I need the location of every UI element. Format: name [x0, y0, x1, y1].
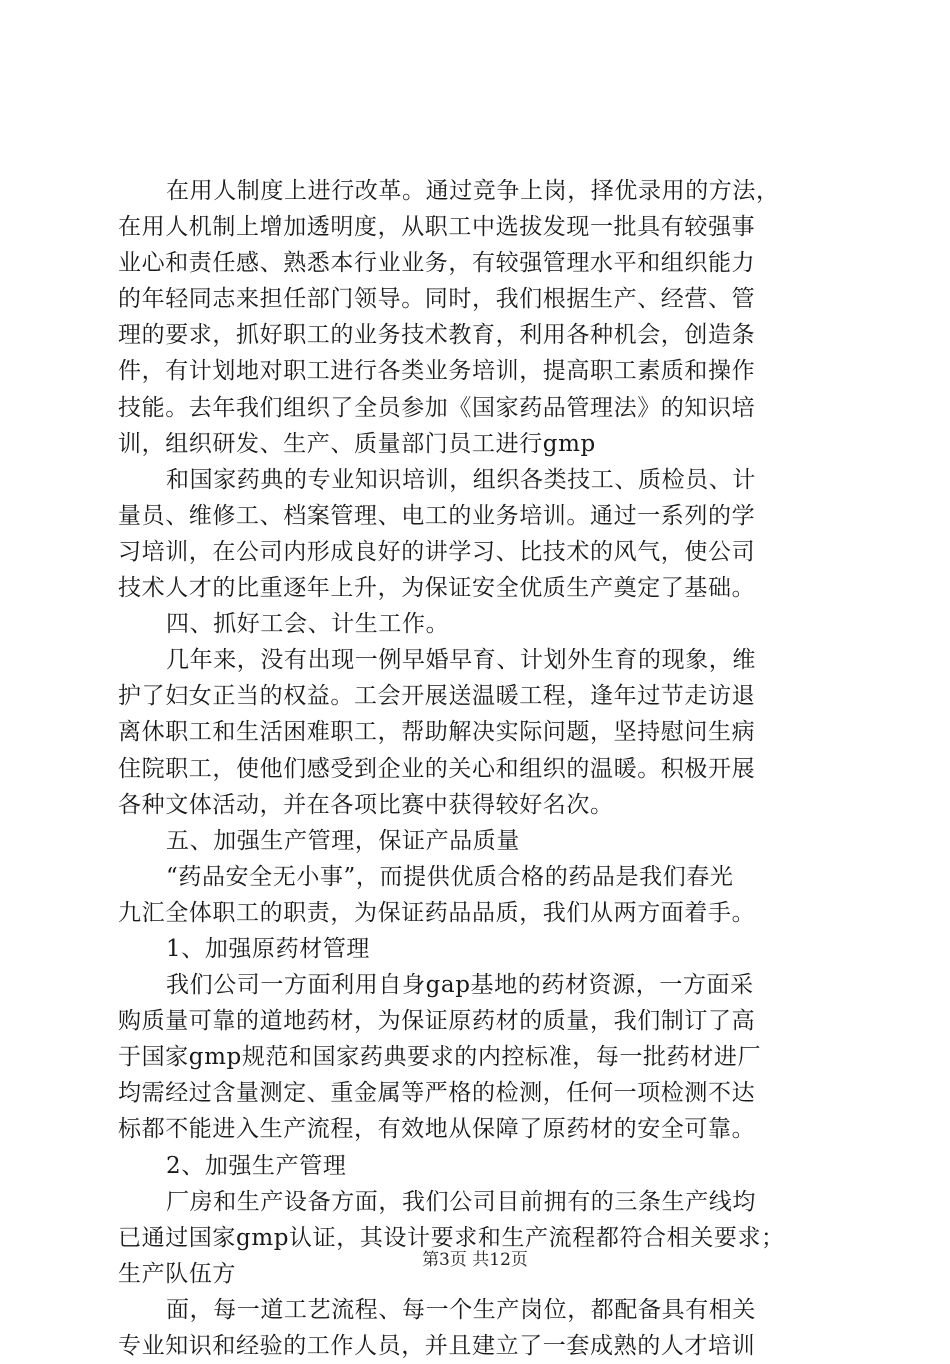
page-footer: 第3页 共12页 — [422, 1250, 528, 1270]
text-line: 面，每一道工艺流程、每一个生产岗位，都配备具有相关 — [166, 1296, 756, 1323]
text-line: 理的要求，抓好职工的业务技术教育，利用各种机会，创造条 — [118, 322, 756, 349]
text-line: 业心和责任感、熟悉本行业业务，有较强管理水平和组织能力 — [118, 250, 756, 277]
text-line: 购质量可靠的道地药材，为保证原药材的质量，我们制订了高 — [118, 1008, 756, 1035]
text-line: 已通过国家gmp认证，其设计要求和生产流程都符合相关要求； — [118, 1224, 785, 1251]
text-line: 和国家药典的专业知识培训，组织各类技工、质检员、计 — [166, 466, 756, 493]
text-line: 习培训，在公司内形成良好的讲学习、比技术的风气，使公司 — [118, 538, 756, 565]
text-line: 住院职工，使他们感受到企业的关心和组织的温暖。积极开展 — [118, 755, 756, 782]
text-line: 1、加强原药材管理 — [166, 935, 371, 962]
text-line: 的年轻同志来担任部门领导。同时，我们根据生产、经营、管 — [118, 286, 756, 313]
text-line: 护了妇女正当的权益。工会开展送温暖工程，逢年过节走访退 — [118, 683, 756, 710]
text-line: 九汇全体职工的职责，为保证药品品质，我们从两方面着手。 — [118, 899, 756, 926]
text-line: 厂房和生产设备方面，我们公司目前拥有的三条生产线均 — [166, 1188, 756, 1215]
text-line: 四、抓好工会、计生工作。 — [166, 611, 450, 638]
text-line: 技术人才的比重逐年上升，为保证安全优质生产奠定了基础。 — [118, 575, 756, 602]
text-line: “药品安全无小事”，而提供优质合格的药品是我们春光 — [166, 863, 734, 890]
text-line: 量员、维修工、档案管理、电工的业务培训。通过一系列的学 — [118, 502, 756, 529]
text-line: 离休职工和生活困难职工，帮助解决实际问题，坚持慰问生病 — [118, 719, 756, 746]
text-line: 件，有计划地对职工进行各类业务培训，提高职工素质和操作 — [118, 358, 756, 385]
text-line: 于国家gmp规范和国家药典要求的内控标准，每一批药材进厂 — [118, 1044, 762, 1071]
text-line: 几年来，没有出现一例早婚早育、计划外生育的现象，维 — [166, 647, 756, 674]
text-line: 在用人制度上进行改革。通过竞争上岗，择优录用的方法， — [166, 178, 780, 204]
text-line: 生产队伍方 — [118, 1260, 236, 1287]
text-line: 训，组织研发、生产、质量部门员工进行gmp — [118, 430, 596, 457]
text-line: 我们公司一方面利用自身gap基地的药材资源，一方面采 — [166, 972, 754, 999]
text-line: 技能。去年我们组织了全员参加《国家药品管理法》的知识培 — [118, 394, 756, 421]
text-line: 在用人机制上增加透明度，从职工中选拔发现一批具有较强事 — [118, 214, 756, 241]
text-line: 均需经过含量测定、重金属等严格的检测，任何一项检测不达 — [118, 1080, 756, 1107]
document-body — [118, 173, 838, 1364]
text-line: 2、加强生产管理 — [166, 1152, 347, 1179]
text-line: 标都不能进入生产流程，有效地从保障了原药材的安全可靠。 — [118, 1116, 756, 1143]
text-line: 专业知识和经验的工作人员，并且建立了一套成熟的人才培训 — [118, 1333, 756, 1359]
text-line: 五、加强生产管理，保证产品质量 — [166, 827, 520, 854]
text-line: 各种文体活动，并在各项比赛中获得较好名次。 — [118, 791, 614, 818]
